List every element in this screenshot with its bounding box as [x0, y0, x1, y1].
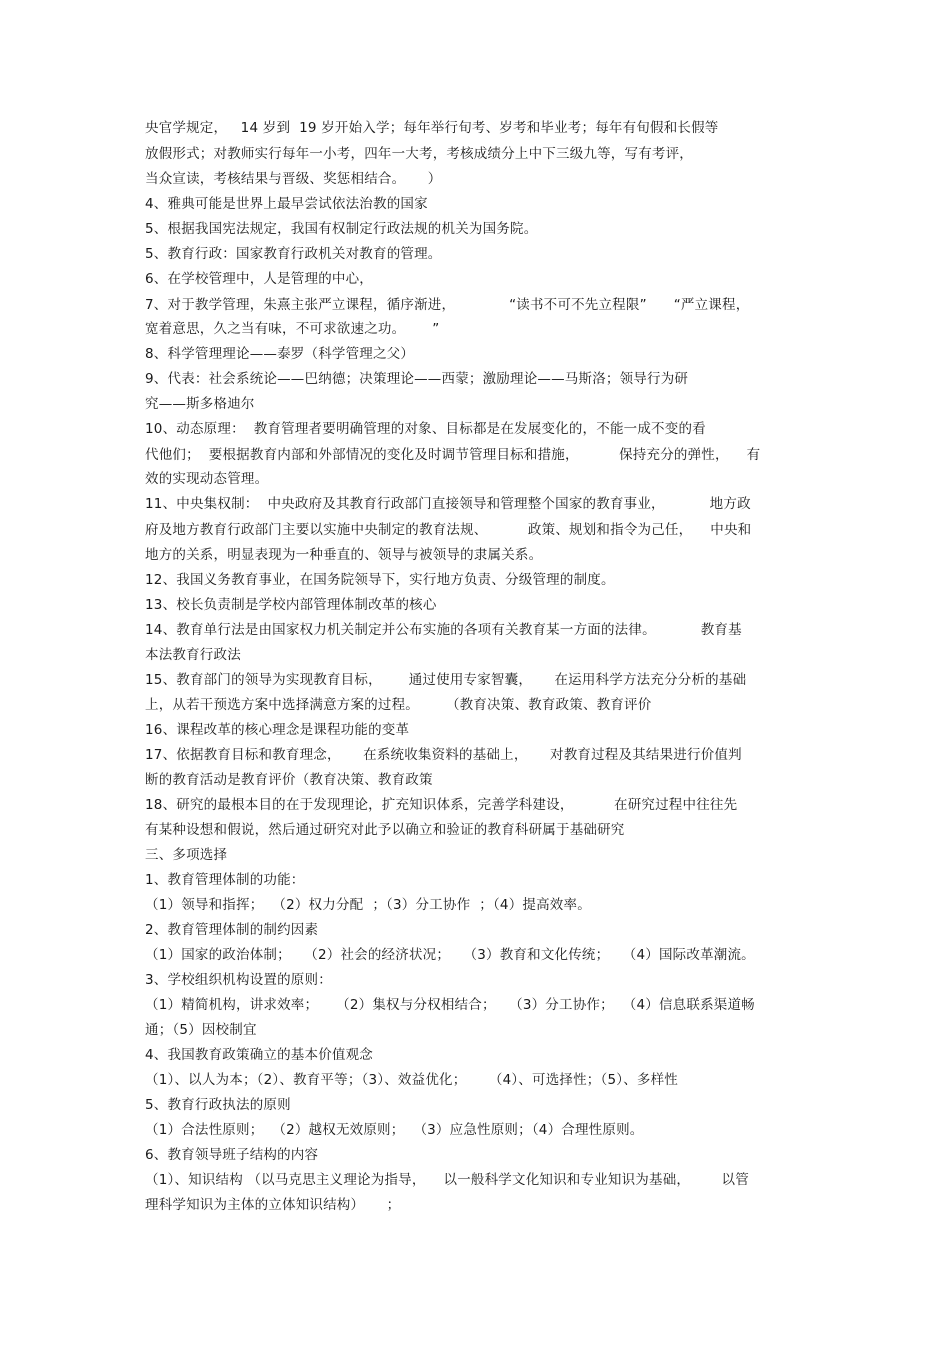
- text-line: （1）国家的政治体制； （2）社会的经济状况； （3）教育和文化传统； （4）国际改革潮流。: [145, 947, 755, 963]
- text-line: 宽着意思，久之当有味，不可求欲速之功。 ”: [145, 321, 440, 337]
- text-line: 代他们； 要根据教育内部和外部情况的变化及时调节管理目标和措施， 保持充分的弹性， 有: [145, 447, 761, 463]
- text-line: 12、我国义务教育事业，在国务院领导下，实行地方负责、分级管理的制度。: [145, 572, 615, 588]
- text-line: 4、雅典可能是世界上最早尝试依法治教的国家: [145, 196, 428, 212]
- text-line: 当众宣读，考核结果与晋级、奖惩相结合。 ）: [145, 171, 442, 187]
- text-line: 15、教育部门的领导为实现教育目标， 通过使用专家智囊， 在运用科学方法充分分析的基础: [145, 672, 747, 688]
- text-line: 17、依据教育目标和教育理念， 在系统收集资料的基础上， 对教育过程及其结果进行价值判: [145, 747, 742, 763]
- text-line: 6、在学校管理中，人是管理的中心，: [145, 271, 373, 287]
- text-line: 1、教育管理体制的功能：: [145, 872, 305, 888]
- text-line: （1）合法性原则； （2）越权无效原则； （3）应急性原则；（4）合理性原则。: [145, 1122, 644, 1138]
- text-line: 3、学校组织机构设置的原则：: [145, 972, 332, 988]
- text-line: 4、我国教育政策确立的基本价值观念: [145, 1047, 373, 1063]
- text-line: （1）、以人为本；（2）、教育平等；（3）、效益优化； （4）、可选择性；（5）、多样性: [145, 1072, 679, 1088]
- text-line: （1）、知识结构 （以马克思主义理论为指导， 以一般科学文化知识和专业知识为基础， 以管: [145, 1172, 749, 1188]
- text-line: 5、教育行政：国家教育行政机关对教育的管理。: [145, 246, 442, 262]
- text-line: 16、课程改革的核心理念是课程功能的变革: [145, 722, 410, 738]
- text-line: 断的教育活动是教育评价（教育决策、教育政策: [145, 772, 433, 788]
- text-line: 2、教育管理体制的制约因素: [145, 922, 319, 938]
- text-line: 本法教育行政法: [145, 647, 241, 663]
- text-line: 18、研究的最根本目的在于发现理论，扩充知识体系，完善学科建设， 在研究过程中往往先: [145, 797, 738, 813]
- text-line: （1）领导和指挥； （2）权力分配 ；（3）分工协作 ；（4）提高效率。: [145, 897, 591, 913]
- text-line: 理科学知识为主体的立体知识结构） ；: [145, 1197, 401, 1213]
- text-line: 9、代表：社会系统论——巴纳德；决策理论——西蒙；激励理论——马斯洛；领导行为研: [145, 371, 689, 387]
- text-line: 通；（5）因校制宜: [145, 1022, 257, 1038]
- text-line: 5、根据我国宪法规定，我国有权制定行政法规的机关为国务院。: [145, 221, 538, 237]
- text-line: 14、教育单行法是由国家权力机关制定并公布实施的各项有关教育某一方面的法律。 教育基: [145, 622, 742, 638]
- text-line: 7、对于教学管理，朱熹主张严立课程，循序渐进， “读书不可不先立程限” “严立课程，: [145, 297, 750, 313]
- text-line: 11、中央集权制： 中央政府及其教育行政部门直接领导和管理整个国家的教育事业， 地方政: [145, 496, 751, 512]
- text-line: 府及地方教育行政部门主要以实施中央制定的教育法规、 政策、规划和指令为己任， 中央和: [145, 522, 752, 538]
- text-line: 10、动态原理： 教育管理者要明确管理的对象、目标都是在发展变化的，不能一成不变的看: [145, 421, 706, 437]
- text-line: 央官学规定， 14 岁到 19 岁开始入学；每年举行旬考、岁考和毕业考；每年有旬假和长假等: [145, 120, 719, 136]
- text-line: 6、教育领导班子结构的内容: [145, 1147, 319, 1163]
- text-line: 有某种设想和假说，然后通过研究对此予以确立和验证的教育科研属于基础研究: [145, 822, 625, 838]
- text-line: 究——斯多格迪尔: [145, 396, 255, 412]
- text-line: 8、科学管理理论——泰罗（科学管理之父）: [145, 346, 415, 362]
- text-line: 地方的关系，明显表现为一种垂直的、领导与被领导的隶属关系。: [145, 547, 543, 563]
- text-line: 放假形式；对教师实行每年一小考，四年一大考，考核成绩分上中下三级九等，写有考评，: [145, 146, 693, 162]
- text-line: 13、校长负责制是学校内部管理体制改革的核心: [145, 597, 437, 613]
- text-line: 5、教育行政执法的原则: [145, 1097, 291, 1113]
- text-line: 上，从若干预选方案中选择满意方案的过程。 （教育决策、教育政策、教育评价: [145, 697, 652, 713]
- text-line: 三、多项选择: [145, 847, 228, 863]
- text-line: 效的实现动态管理。: [145, 471, 269, 487]
- text-line: （1）精简机构，讲求效率； （2）集权与分权相结合； （3）分工协作； （4）信息联系渠道畅: [145, 997, 755, 1013]
